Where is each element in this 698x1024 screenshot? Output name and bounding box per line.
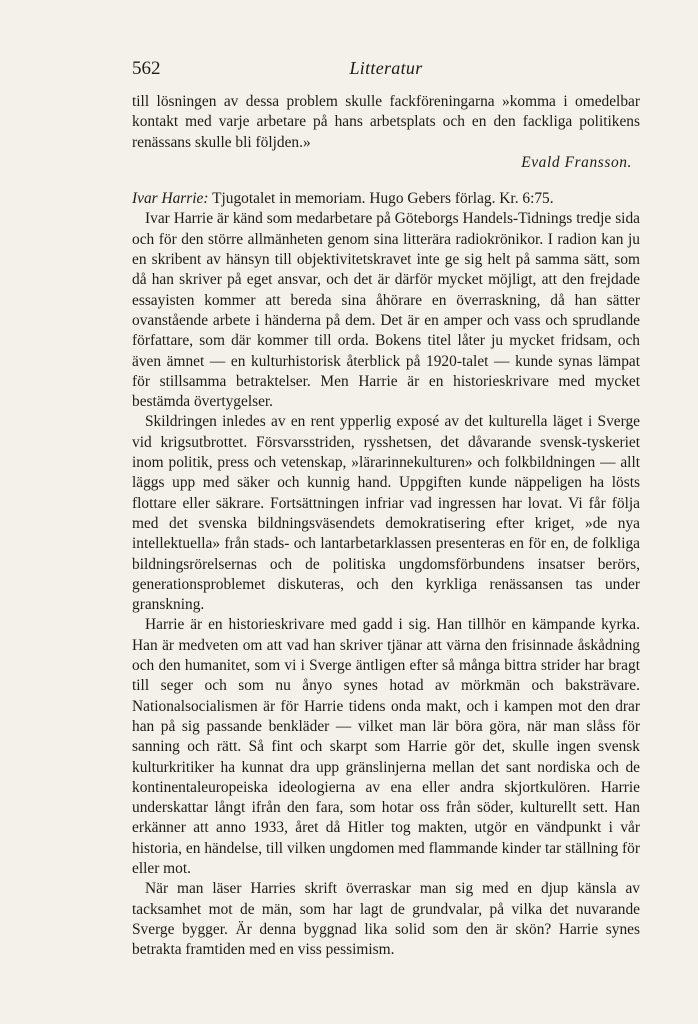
review-book-title: Tjugotalet in memoriam. Hugo Gebers förlag. Kr. 6:75. xyxy=(208,190,554,208)
page-number: 562 xyxy=(132,58,161,79)
review-paragraph-1: Ivar Harrie är känd som medarbetare på Göteborgs Handels-Tidnings tredje sida och för den större allmänheten genom sina litterära radiokrönikor. I radion kan ju en skribent av hänsyn till objektivitetskravet inte ge sig helt på samma sätt, som då han skriver på eget ansvar, och det är därför mycket möjligt, att den frejdade essayisten kommer att bereda sina åhörare en överraskning, då han sätter ovanstående arbete i händerna på dem. Det är en amper och vass och sprudlande författare, som där kommer till orda. Bokens titel låter ju mycket fridsam, och även ämnet — en kulturhistorisk återblick på 1920-talet — kunde synas lämpat för stillsamma betraktelser. Men Harrie är en historieskrivare med mycket bestämda övertygelser. xyxy=(132,210,640,411)
page-body xyxy=(132,92,640,960)
review-paragraph-4: När man läser Harries skrift överraskar man sig med en djup känsla av tacksamhet mot de män, som har lagt de grundvalar, på vilka det nuvarande Sverge bygger. Är denna byggnad lika solid som den är skön? Harrie synes betrakta framtiden med en viss pessimism. xyxy=(132,880,640,959)
review-paragraph-3: Harrie är en historieskrivare med gadd i sig. Han tillhör en kämpande kyrka. Han är medveten om att vad han skriver tjänar att värna den frisinnade åskådning och den humanitet, som vi i Sverge äntligen efter så många bittra strider har bragt till seger och som nu ånyo synes hotad av mörkmän och baksträvare. Nationalsocialismen är för Harrie tidens onda makt, och i kampen mot den drar han på sig passande benkläder — vilket man lär böra göra, när man slåss för sanning och rätt. Så fint och skarpt som Harrie gör det, skulle ingen svensk kulturkritiker ha kunnat dra upp gränslinjerna mellan det sant nordiska och de kontinentaleuropeiska ideologierna av ena eller andra skjortkulören. Harrie underskattar långt ifrån den fara, som hotar oss från söder, kulturellt sett. Han erkänner att anno 1933, året då Hitler tog makten, utgör en vändpunkt i vår historia, en händelse, till vilken ungdomen med flammande kinder tar ställning för eller mot. xyxy=(132,616,640,877)
review-heading xyxy=(132,189,640,209)
running-head xyxy=(132,58,640,82)
review-author: Ivar Harrie: xyxy=(132,190,209,208)
continued-paragraph: till lösningen av dessa problem skulle fackföreningarna »komma i omedelbar kontakt med varje arbetare på hans arbetsplats och en den fackliga politikens renässans skulle bli följden.» xyxy=(132,93,640,151)
review-paragraph-2: Skildringen inledes av en rent ypperlig exposé av det kulturella läget i Sverge vid krigsutbrottet. Försvarsstriden, rysshetsen, det dåvarande svensk-tyskeriet inom politik, press och vetenskap, »lärarinnekulturen» och folkbildningen — allt läggs upp med säker och kunnig hand. Uppgiften kunde näppeligen ha lösts flottare eller säkrare. Fortsättningen infriar vad ingressen har lovat. Vi får följa med det svenska bildningsväsendets demokratisering efter kriget, »de nya intellektuella» från stads- och lantarbetarklassen presenteras en för en, de folkliga bildningsrörelsernas och de politiska ungdomsförbundens insatser berörs, generationsproblemet diskuteras, och den kyrkliga renässansen tas under granskning. xyxy=(132,413,640,614)
previous-review-signature: Evald Fransson. xyxy=(521,153,632,171)
running-title: Litteratur xyxy=(349,58,423,78)
